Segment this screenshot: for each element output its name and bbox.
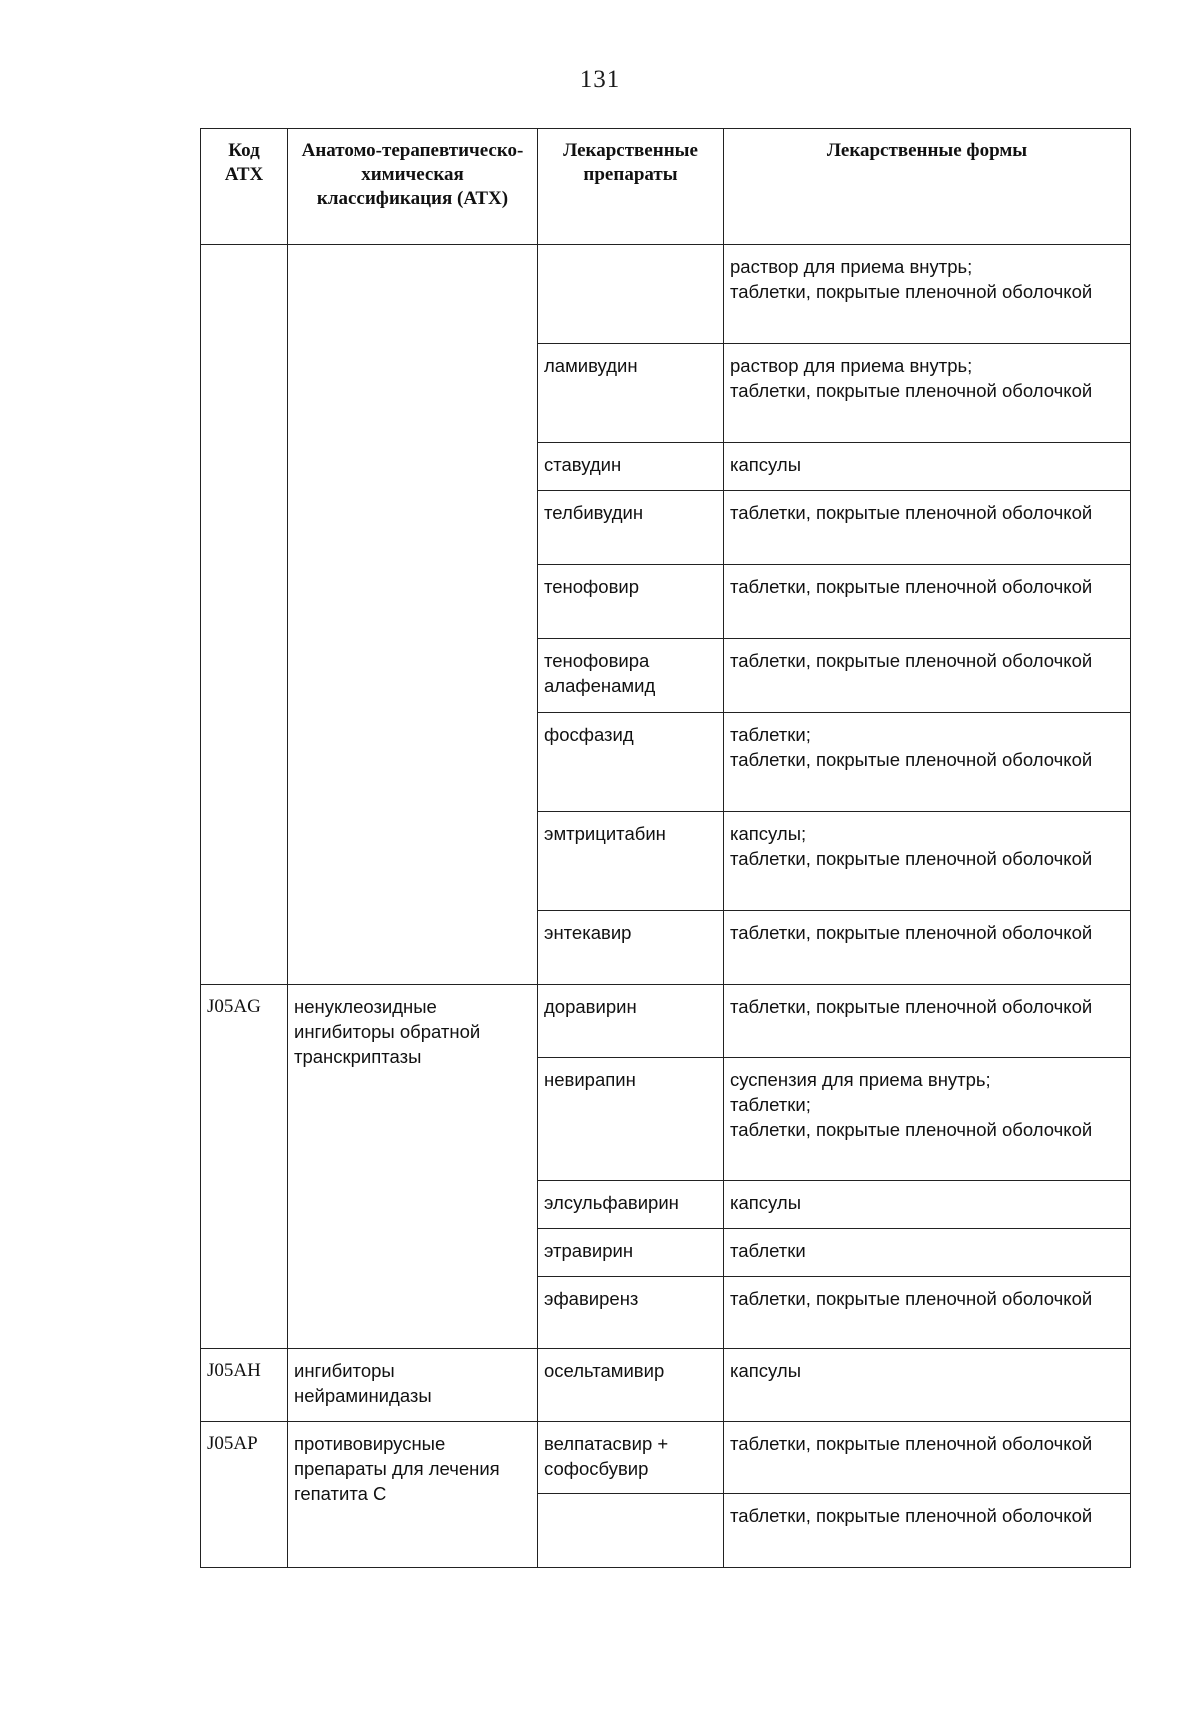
form-line: капсулы — [730, 1192, 801, 1213]
form-line: таблетки — [730, 1240, 806, 1261]
form-line: таблетки, покрытые пленочной оболочкой — [730, 1288, 1093, 1309]
forms-cell — [724, 491, 1131, 565]
form-line: капсулы; — [730, 823, 807, 844]
drug-cell: эмтрицитабин — [538, 812, 724, 911]
drug-cell: энтекавир — [538, 911, 724, 985]
drug-cell: ламивудин — [538, 344, 724, 443]
table-row — [201, 245, 1131, 344]
form-line: таблетки, покрытые пленочной оболочкой — [730, 1433, 1093, 1454]
forms-cell — [724, 812, 1131, 911]
drug-cell: телбивудин — [538, 491, 724, 565]
code-cell — [201, 245, 288, 985]
form-line: капсулы — [730, 1360, 801, 1381]
header-classification: Анатомо-терапевтическо-химическая классификация (АТХ) — [288, 129, 538, 245]
classification-cell: противовирусные препараты для лечения гепатита С — [288, 1422, 538, 1568]
form-line: раствор для приема внутрь; — [730, 355, 973, 376]
code-cell: J05AH — [201, 1349, 288, 1422]
form-line: таблетки, покрытые пленочной оболочкой — [730, 1505, 1093, 1526]
form-line: капсулы — [730, 454, 801, 475]
drug-cell: фосфазид — [538, 713, 724, 812]
form-line: суспензия для приема внутрь; — [730, 1069, 991, 1090]
classification-cell: ингибиторы нейраминидазы — [288, 1349, 538, 1422]
drug-cell: эфавиренз — [538, 1277, 724, 1349]
forms-cell — [724, 245, 1131, 344]
drug-cell: невирапин — [538, 1058, 724, 1181]
forms-cell — [724, 1058, 1131, 1181]
table-row — [201, 1422, 1131, 1494]
forms-cell — [724, 1277, 1131, 1349]
code-cell: J05AG — [201, 985, 288, 1349]
forms-cell — [724, 565, 1131, 639]
forms-cell — [724, 985, 1131, 1058]
form-line: таблетки, покрытые пленочной оболочкой — [730, 1119, 1093, 1140]
drug-cell: элсульфавирин — [538, 1181, 724, 1229]
table-row — [201, 985, 1131, 1058]
form-line: таблетки, покрытые пленочной оболочкой — [730, 502, 1093, 523]
forms-cell — [724, 344, 1131, 443]
form-line: таблетки; — [730, 724, 811, 745]
form-line: таблетки, покрытые пленочной оболочкой — [730, 848, 1093, 869]
drug-cell: доравирин — [538, 985, 724, 1058]
header-code: Код АТХ — [201, 129, 288, 245]
forms-cell — [724, 911, 1131, 985]
forms-cell — [724, 1349, 1131, 1422]
forms-cell — [724, 1494, 1131, 1568]
classification-cell: ненуклеозидные ингибиторы обратной транскриптазы — [288, 985, 538, 1349]
drug-cell: осельтамивир — [538, 1349, 724, 1422]
form-line: таблетки, покрытые пленочной оболочкой — [730, 281, 1093, 302]
code-cell: J05AP — [201, 1422, 288, 1568]
form-line: таблетки, покрытые пленочной оболочкой — [730, 380, 1093, 401]
drug-cell — [538, 1494, 724, 1568]
forms-cell — [724, 1422, 1131, 1494]
forms-cell — [724, 713, 1131, 812]
drug-cell: тенофовира алафенамид — [538, 639, 724, 713]
form-line: таблетки, покрытые пленочной оболочкой — [730, 576, 1093, 597]
forms-cell — [724, 443, 1131, 491]
drug-cell: велпатасвир + софосбувир — [538, 1422, 724, 1494]
drug-cell: тенофовир — [538, 565, 724, 639]
drug-cell: этравирин — [538, 1229, 724, 1277]
form-line: таблетки, покрытые пленочной оболочкой — [730, 922, 1093, 943]
form-line: таблетки, покрытые пленочной оболочкой — [730, 996, 1093, 1017]
form-line: таблетки, покрытые пленочной оболочкой — [730, 749, 1093, 770]
form-line: раствор для приема внутрь; — [730, 256, 973, 277]
table-row — [201, 1349, 1131, 1422]
drug-cell: ставудин — [538, 443, 724, 491]
page-number: 131 — [579, 66, 621, 93]
forms-cell — [724, 1181, 1131, 1229]
forms-cell — [724, 639, 1131, 713]
atx-table — [200, 128, 1131, 1568]
form-line: таблетки; — [730, 1094, 811, 1115]
drug-cell — [538, 245, 724, 344]
form-line: таблетки, покрытые пленочной оболочкой — [730, 650, 1093, 671]
forms-cell — [724, 1229, 1131, 1277]
classification-cell — [288, 245, 538, 985]
table-header-row — [201, 129, 1131, 245]
header-forms: Лекарственные формы — [724, 129, 1131, 245]
header-drugs: Лекарственные препараты — [538, 129, 724, 245]
